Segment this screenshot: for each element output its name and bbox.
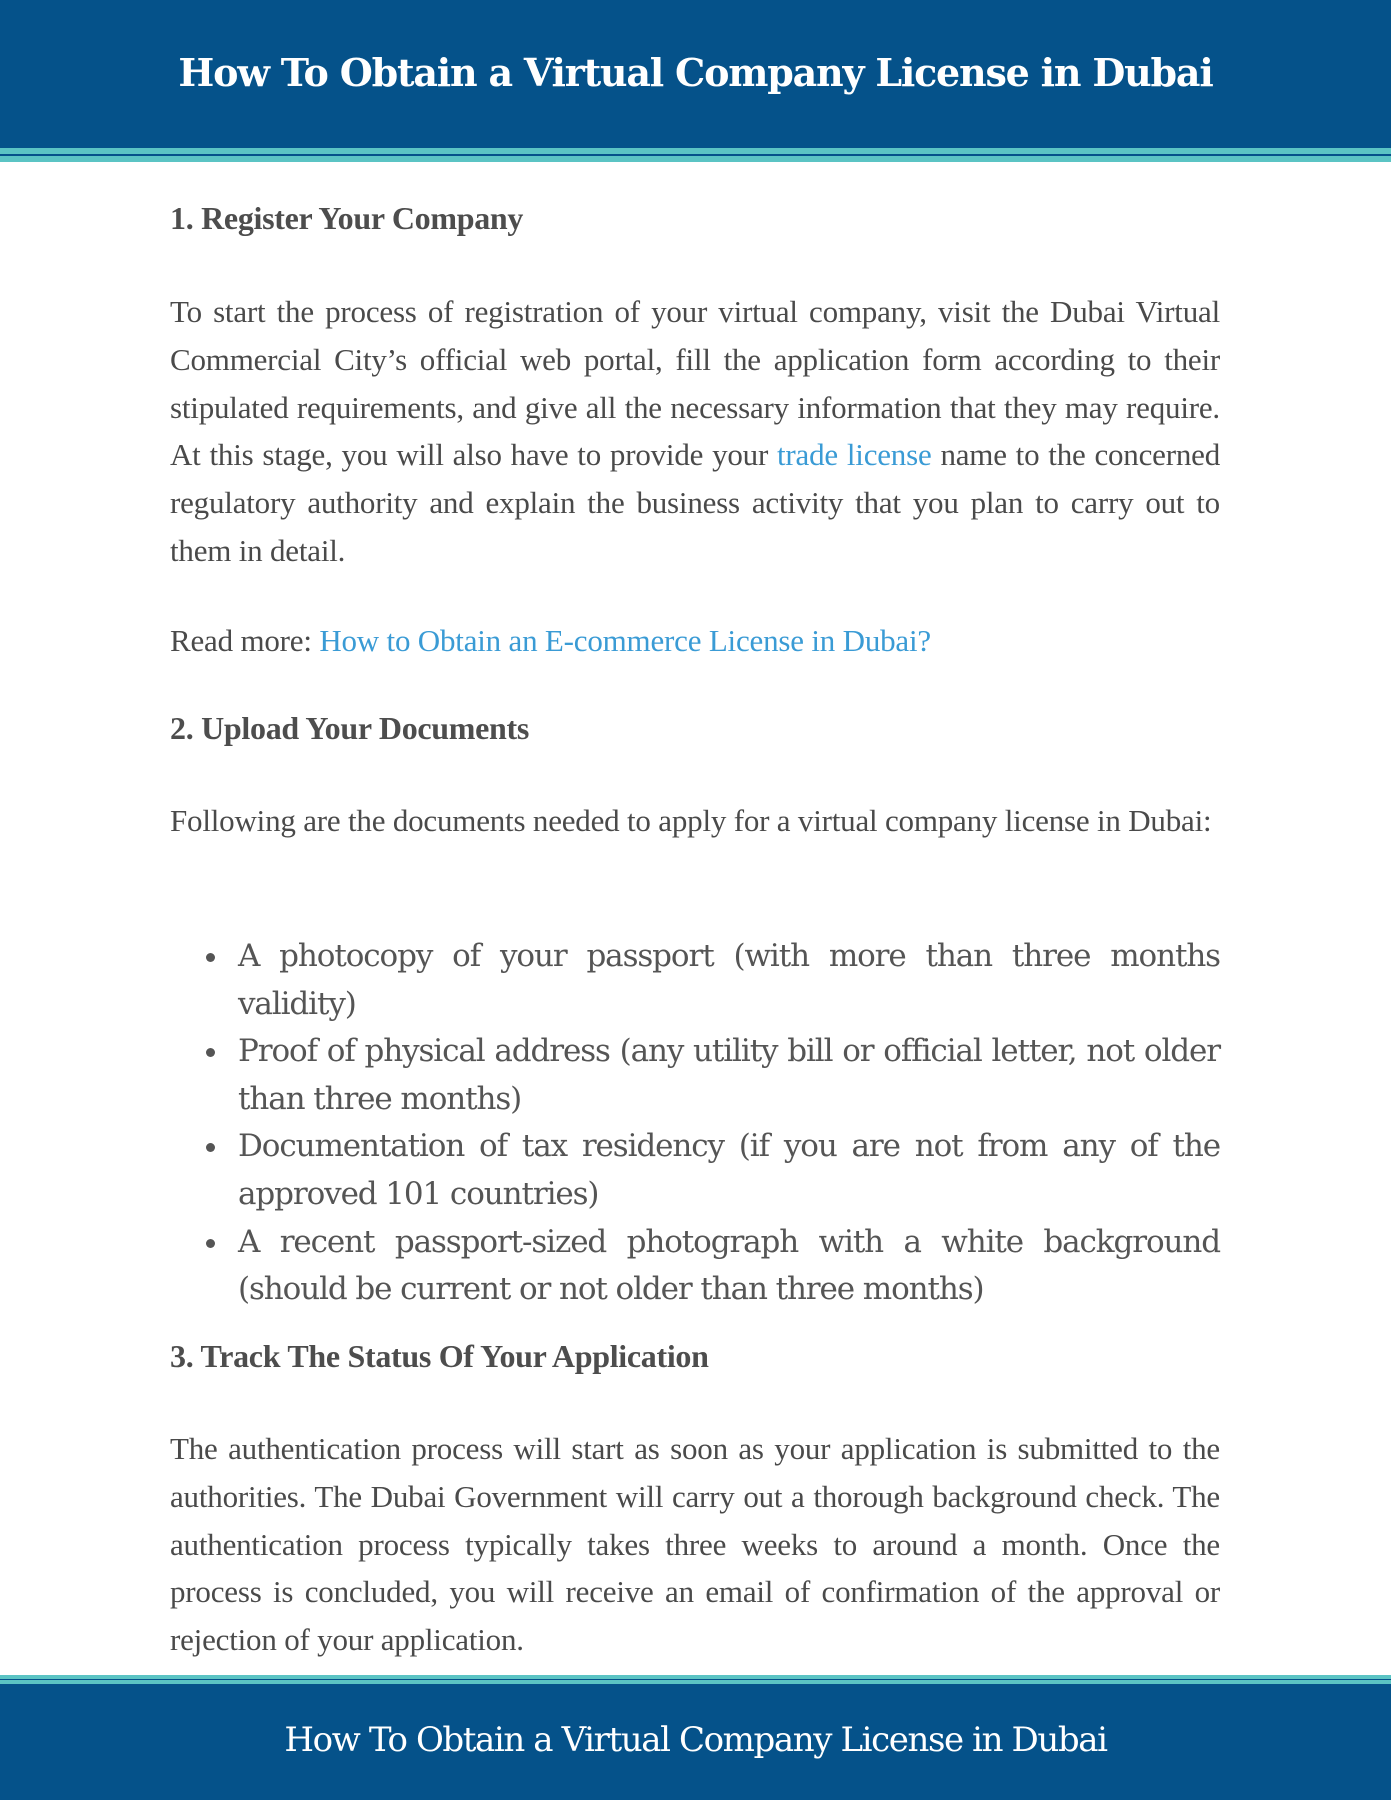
document-item-text: A photocopy of your passport (with more than three months validity) — [238, 938, 1220, 1022]
documents-list — [170, 933, 1220, 1314]
page-header — [0, 0, 1391, 148]
document-item-text: Proof of physical address (any utility bill or official letter, not older than three months) — [238, 1033, 1220, 1117]
bullet-icon — [206, 1048, 215, 1057]
page-footer — [0, 1684, 1391, 1800]
section-1-heading: 1. Register Your Company — [170, 200, 524, 236]
section-1-text-before-link: To start the process of registration of your virtual company, visit the Dubai Virtual Commercial City’s official web portal, fill the application form according to their stipulated requirements, and give all the necessary information that they may require. At this stage, you will also have to provide your — [170, 294, 1220, 473]
section-1-text-after-link: name to the concerned regulatory authority and explain the business activity that you plan to carry out to them in detail. — [170, 437, 1221, 568]
bullet-icon — [206, 1239, 215, 1248]
section-2-heading: 2. Upload Your Documents — [170, 710, 530, 746]
section-2-intro: Following are the documents needed to apply for a virtual company license in Dubai: — [170, 803, 1212, 838]
read-more-line — [170, 617, 1220, 665]
document-item — [170, 933, 1220, 1028]
bullet-icon — [206, 953, 215, 962]
page-title: How To Obtain a Virtual Company License in Dubai — [178, 49, 1213, 95]
document-item-text: Documentation of tax residency (if you are not from any of the approved 101 countries) — [238, 1128, 1220, 1212]
document-item — [170, 1219, 1220, 1314]
section-3-heading: 3. Track The Status Of Your Application — [170, 1338, 709, 1374]
read-more-label: Read more: — [170, 623, 320, 658]
section-1-paragraph — [170, 288, 1220, 575]
trade-license-link[interactable]: trade license — [777, 437, 932, 473]
document-item — [170, 1123, 1220, 1218]
document-item — [170, 1028, 1220, 1123]
header-stripe-teal-bottom — [0, 156, 1391, 162]
bullet-icon — [206, 1143, 215, 1152]
document-item-text: A recent passport-sized photograph with a white background (should be current or not older than three months) — [238, 1223, 1220, 1308]
section-3-paragraph: The authentication process will start as soon as your application is submitted to the authorities. The Dubai Government will carry out a thorough background check. The authentication process typically takes three weeks to around a month. Once the process is concluded, you will receive an email of confirmation of the approval or rejection of your application. — [170, 1431, 1220, 1658]
footer-title: How To Obtain a Virtual Company License in Dubai — [284, 1720, 1107, 1760]
ecommerce-license-link[interactable]: How to Obtain an E-commerce License in Dubai? — [319, 623, 931, 658]
